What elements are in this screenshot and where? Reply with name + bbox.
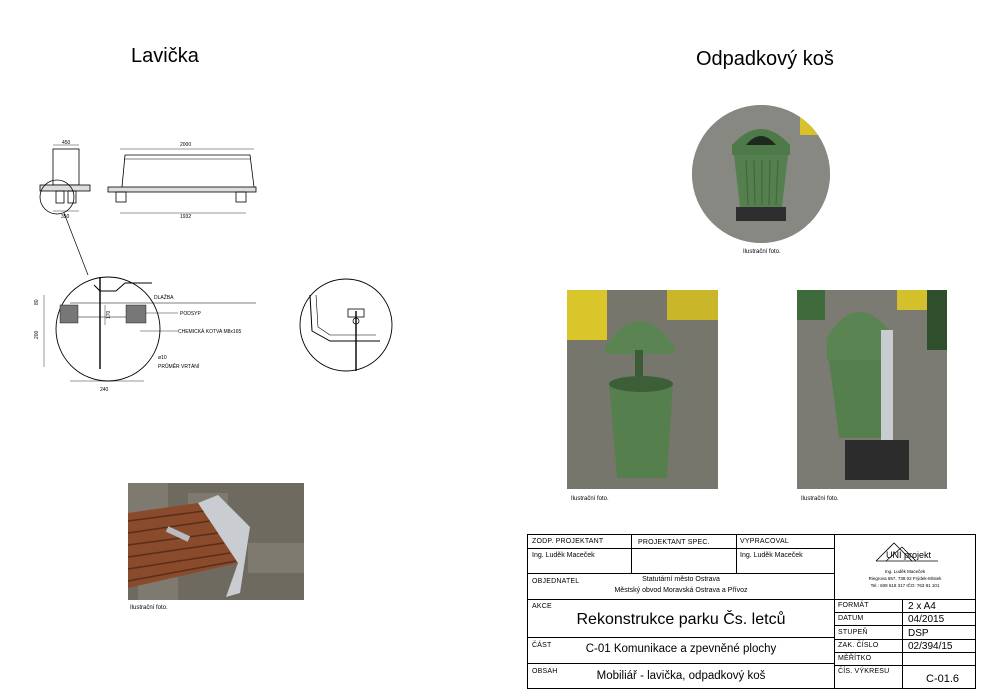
- bin-photo-round: [692, 105, 830, 243]
- label-dlazba: DLAŽBA: [154, 295, 174, 301]
- dim-240: 240: [100, 387, 109, 393]
- bench-side-view: [40, 145, 90, 211]
- akce-label: AKCE: [532, 603, 552, 610]
- cis-vykresu-label: ČÍS. VÝKRESU: [838, 668, 890, 675]
- meritko-label: MĚŘÍTKO: [838, 655, 872, 662]
- vypracoval-label: VYPRACOVAL: [740, 538, 789, 545]
- dim-450: 450: [62, 140, 71, 146]
- vypracoval-value: Ing. Luděk Maceček: [740, 552, 803, 559]
- bin-title: Odpadkový koš: [696, 48, 834, 70]
- logo-line2: Riegrova 657, 738 02 Frýdek-Místek: [868, 576, 942, 581]
- akce-value: Rekonstrukce parku Čs. letců: [576, 611, 786, 628]
- label-phi10: ø10: [158, 355, 167, 361]
- logo-line1: Ing. Luděk Maceček: [884, 569, 926, 574]
- logo-line3: Tel.: 608 618 317 IČO: 763 81 101: [870, 583, 940, 588]
- dim-2000: 2000: [180, 142, 192, 148]
- title-block: [527, 534, 976, 689]
- company-logo: [834, 535, 976, 599]
- zak-cislo-label: ZAK. ČÍSLO: [838, 642, 879, 649]
- obsah-label: OBSAH: [532, 668, 558, 675]
- label-podsyp: PODSYP: [180, 311, 201, 317]
- bench-title: Lavička: [131, 45, 199, 67]
- label-kotva: CHEMICKÁ KOTVA M8x165: [178, 329, 242, 335]
- bench-photo: [128, 483, 304, 600]
- stupen-label: STUPEŇ: [838, 629, 868, 636]
- bin-photo-post-caption: Ilustrační foto.: [801, 496, 839, 502]
- detail-circle: [56, 277, 160, 381]
- zak-cislo-value: 02/394/15: [908, 641, 953, 652]
- dim-200: 200: [34, 330, 40, 339]
- cast-value: C-01 Komunikace a zpevněné plochy: [585, 643, 777, 655]
- cast-label: ČÁST: [532, 642, 552, 649]
- cis-vykresu-value: C-01.6: [926, 673, 960, 685]
- zodp-value: Ing. Luděk Maceček: [532, 552, 595, 559]
- dim-350: 350: [61, 214, 70, 220]
- bin-photo-post: [797, 290, 947, 489]
- datum-label: DATUM: [838, 615, 864, 622]
- logo-text: UNI projekt: [886, 550, 932, 560]
- bin-photo-open: [567, 290, 718, 489]
- dim-80: 80: [34, 299, 40, 305]
- bin-photo-round-caption: Ilustrační foto.: [743, 249, 781, 255]
- datum-value: 04/2015: [908, 614, 945, 625]
- projektant-spec-label: PROJEKTANT SPEC.: [638, 539, 710, 546]
- objednatel-line2: Městský obvod Moravská Ostrava a Přívoz: [614, 587, 748, 594]
- dim-170: 170: [106, 310, 112, 319]
- obsah-value: Mobiliář - lavička, odpadkový koš: [596, 670, 766, 682]
- objednatel-line1: Statutární město Ostrava: [642, 576, 720, 583]
- stupen-value: DSP: [908, 628, 929, 639]
- label-vrtani: PRŮMĚR VRTÁNÍ: [158, 364, 200, 370]
- bin-photo-open-caption: Ilustrační foto.: [571, 496, 609, 502]
- objednatel-label: OBJEDNATEL: [532, 578, 580, 585]
- bench-technical-drawing: [30, 135, 410, 395]
- bench-photo-caption: Ilustrační foto.: [130, 605, 168, 611]
- format-label: FORMÁT: [838, 602, 869, 609]
- dim-1932: 1932: [180, 214, 192, 220]
- bench-front-view: [108, 149, 256, 213]
- format-value: 2 x A4: [908, 601, 936, 612]
- zodp-label: ZODP. PROJEKTANT: [532, 538, 604, 545]
- anchor-detail-circle: [300, 279, 392, 371]
